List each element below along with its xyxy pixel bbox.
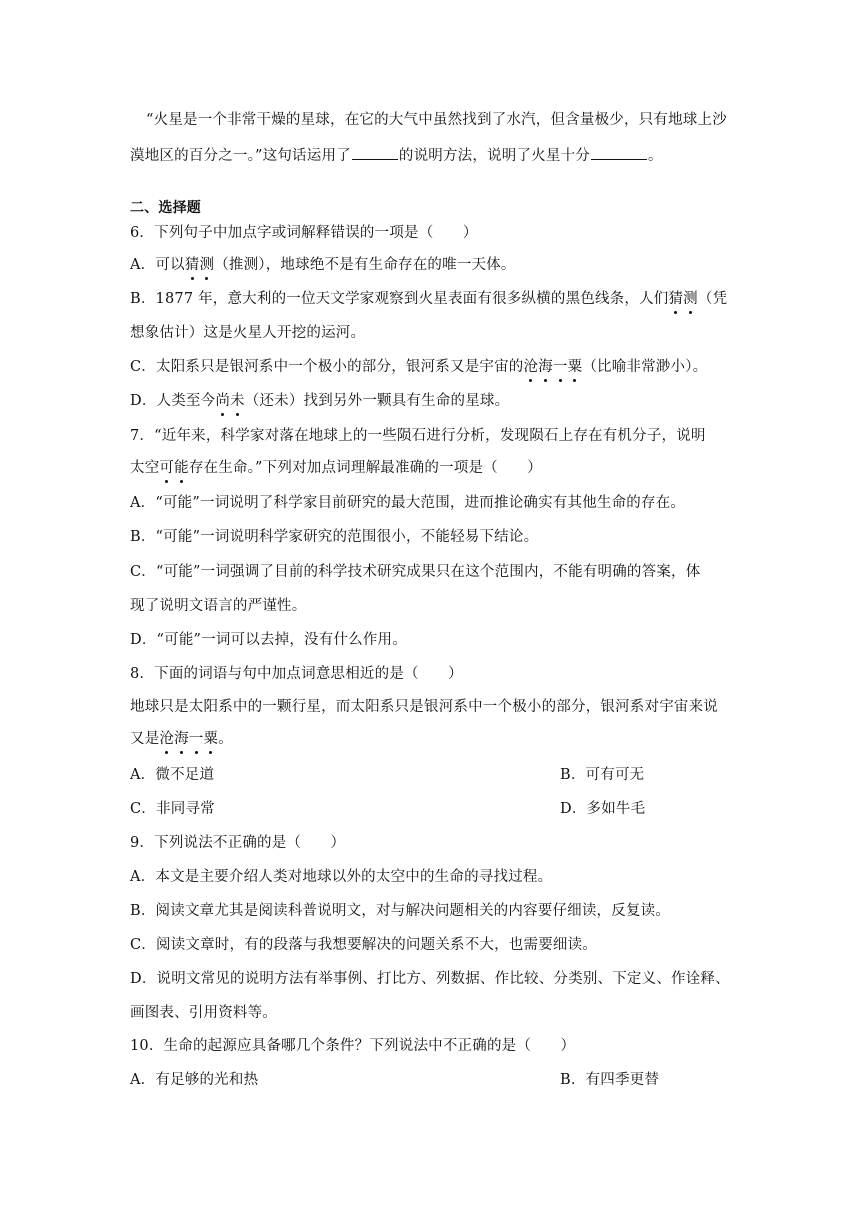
q9-option-b: B．阅读文章尤其是阅读科普说明文，对与解决问题相关的内容要仔细读，反复读。 [130,903,671,919]
q8-sentence-line-1: 地球只是太阳系中的一颗行星，而太阳系只是银河系中一个极小的部分，银河系对宇宙来说 [130,699,718,715]
q7-option-c-line-1: C．“可能”一词强调了目前的科学技术研究成果只在这个范围内，不能有明确的答案，体 [130,564,701,580]
q9-option-d-line-2: 画图表、引用资料等。 [130,1005,277,1021]
q7-option-b: B．“可能”一词说明科学家研究的范围很小，不能轻易下结论。 [130,529,539,545]
q8-sent-pre: 又是 [130,731,160,747]
dotted-char: 未 [230,393,245,409]
q10-options-row-1 [130,1070,660,1090]
q8-sentence-line-2 [130,729,233,749]
q8-option-a: A．微不足道 [130,767,215,783]
q6-stem: 6．下列句子中加点字或词解释错误的一项是（ ） [130,225,478,241]
q9-stem: 9．下列说法不正确的是（ ） [130,835,346,851]
q6-option-a [130,255,516,275]
dotted-char: 一 [552,359,568,375]
q6-d-pre: D．人类至今 [130,393,216,409]
q6-option-d [130,391,509,411]
dotted-char: 测 [199,257,215,273]
q8-sent-post: 。 [218,731,233,747]
q6-c-post: （比喻非常渺小）。 [582,359,708,375]
dotted-char: 海 [174,731,189,747]
intro-line-2-b: 的说明方法，说明了火星十分 [398,148,590,164]
q9-option-a: A．本文是主要介绍人类对地球以外的太空中的生命的寻找过程。 [130,869,553,885]
q7-option-a: A．“可能”一词说明了科学家目前研究的最大范围，进而推论确实有其他生命的存在。 [130,495,686,511]
q6-option-c [130,357,707,377]
dotted-char: 猜 [668,291,684,307]
q6-option-b-line-2: 想象估计）这是火星人开挖的运河。 [130,325,366,341]
intro-line-2-a: 漠地区的百分之一。”这句话运用了 [130,148,351,164]
dotted-char: 尚 [215,393,231,409]
q8-stem: 8．下面的词语与句中加点词意思相近的是（ ） [130,666,463,682]
answer-blank-2[interactable] [591,145,647,160]
q7-stem-line-2 [130,458,542,478]
q6-b-post: （凭 [697,291,728,307]
q7-stem-post: 存在生命。”下列对加点词理解最准确的一项是（ ） [188,460,542,476]
dotted-char: 海 [538,359,553,375]
dotted-char: 一 [188,731,204,747]
dotted-char: 测 [683,291,698,307]
dotted-char: 猜 [184,257,200,273]
answer-blank-1[interactable] [352,145,398,160]
q8-option-b: B．可有可无 [560,767,645,783]
q8-options-row-1 [130,765,645,785]
q10-option-b: B．有四季更替 [560,1072,660,1088]
intro-line-1: “火星是一个非常干燥的星球，在它的大气中虽然找到了水汽，但含量极少，只有地球上沙 [146,112,727,128]
intro-line-2-c: 。 [647,148,663,164]
q9-option-c: C．阅读文章时，有的段落与我想要解决的问题关系不大，也需要细读。 [130,937,597,953]
q8-option-c: C．非同寻常 [130,801,215,817]
q7-option-c-line-2: 现了说明文语言的严谨性。 [130,598,307,614]
q8-options-row-2 [130,799,646,819]
q9-option-d-line-1: D．说明文常见的说明方法有举事例、打比方、列数据、作比较、分类别、下定义、作诠释、 [130,971,730,987]
q6-d-post: （还未）找到另外一颗具有生命的星球。 [244,393,510,409]
q6-b-pre: B．1877 年，意大利的一位天文学家观察到火星表面有很多纵横的黑色线条，人们 [130,291,669,307]
q8-option-d: D．多如牛毛 [560,801,646,817]
q10-option-a: A．有足够的光和热 [130,1072,259,1088]
q7-stem-line-1: 7．“近年来，科学家对落在地球上的一些陨石进行分析，发现陨石上存在有机分子，说明 [130,428,706,444]
q6-option-b-line-1 [130,289,727,309]
q7-option-d: D．“可能”一词可以去掉，没有什么作用。 [130,632,407,648]
q10-stem: 10．生命的起源应具备哪几个条件？下列说法中不正确的是（ ） [130,1038,576,1054]
intro-line-2 [130,145,663,166]
dotted-char: 沧 [523,359,539,375]
q7-stem-pre: 太空 [130,460,160,476]
q6-a-pre: A．可以 [130,257,185,273]
q6-a-post: （推测），地球绝不是有生命存在的唯一天体。 [214,257,516,273]
dotted-char: 可 [159,460,175,476]
dotted-char: 粟 [567,359,583,375]
dotted-char: 沧 [159,731,175,747]
section-title: 二、选择题 [130,200,201,216]
dotted-char: 粟 [203,731,219,747]
q6-c-pre: C．太阳系只是银河系中一个极小的部分，银河系又是宇宙的 [130,359,524,375]
dotted-char: 能 [174,460,189,476]
